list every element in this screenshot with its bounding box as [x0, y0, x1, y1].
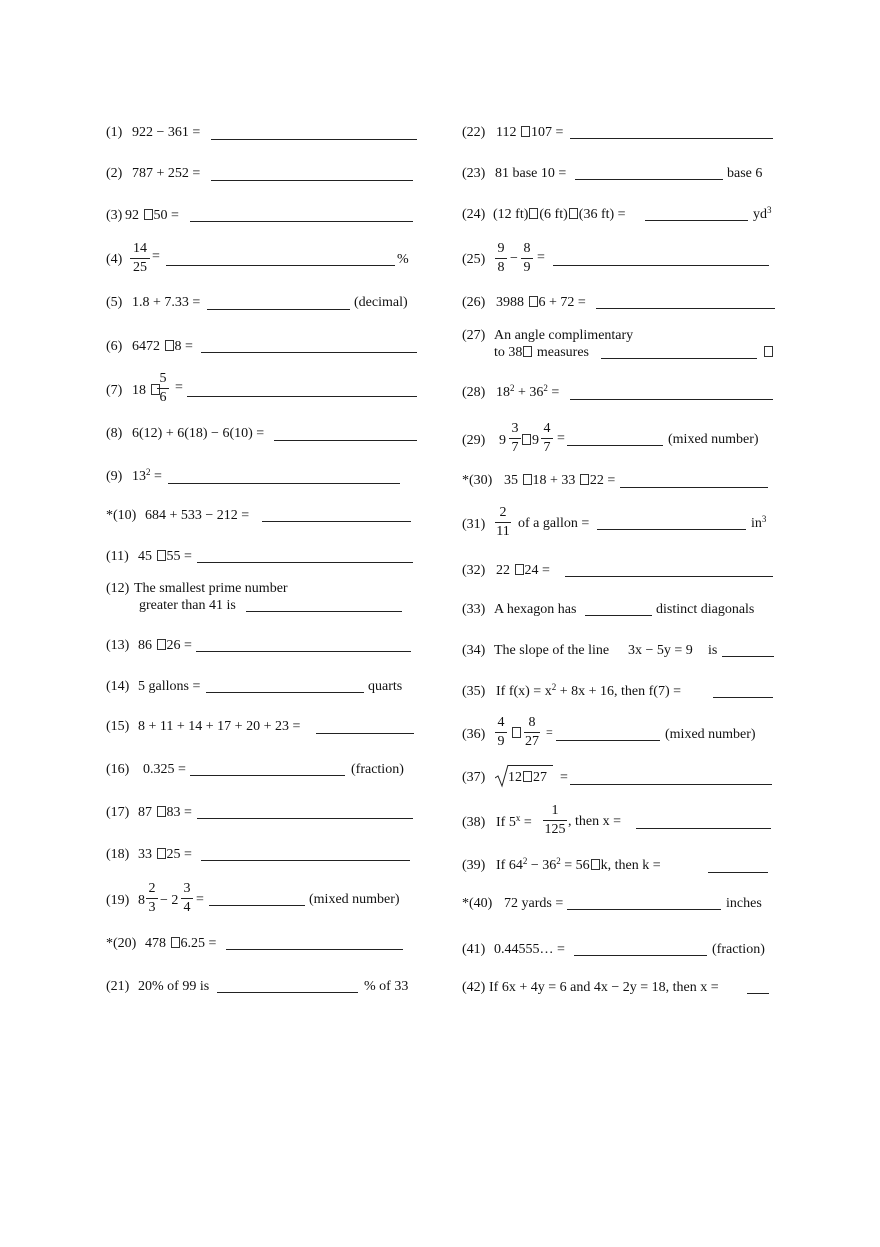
operator-text: − 2 [160, 893, 179, 908]
operator-box-icon [522, 434, 531, 445]
radical-bar [508, 765, 553, 766]
answer-blank-16[interactable] [190, 775, 345, 776]
fraction-4-7 [541, 421, 553, 456]
operand: If 5 [496, 815, 516, 830]
equals: = [546, 725, 553, 739]
problem-number: *(10) [106, 508, 137, 523]
answer-blank-31[interactable] [597, 529, 746, 530]
fraction-8-9 [521, 241, 533, 276]
answer-blank-27[interactable] [601, 358, 757, 359]
numerator: 3 [511, 421, 519, 436]
operator-box-icon [529, 296, 538, 307]
operator-box-icon [521, 126, 530, 137]
answer-blank-23[interactable] [575, 179, 723, 180]
fraction-14-25 [130, 241, 150, 276]
problem-number: (14) [106, 679, 130, 694]
whole-number: 8 [138, 893, 145, 908]
equals: = [152, 249, 160, 264]
problem-number: (9) [106, 469, 123, 484]
numerator: 8 [523, 241, 531, 256]
problem-expression: , then x = [568, 814, 621, 829]
operator-box-icon [144, 209, 153, 220]
numerator: 4 [543, 421, 551, 436]
problem-number: (32) [462, 563, 486, 578]
operator-box-icon [523, 474, 532, 485]
denominator: 8 [497, 260, 505, 275]
numerator: 2 [148, 881, 156, 896]
whole-number: 9 [499, 433, 506, 448]
equals-sign [557, 430, 565, 447]
problem-number: (35) [462, 684, 486, 699]
operand: 22 [496, 563, 510, 578]
answer-blank-1[interactable] [211, 139, 417, 140]
equals-sign [546, 724, 553, 741]
suffix: (mixed number) [309, 892, 400, 907]
answer-blank-25[interactable] [553, 265, 769, 266]
problem-expression: 1.8 + 7.33 = [132, 295, 201, 310]
problem-31-text [518, 515, 589, 532]
answer-blank-33[interactable] [585, 615, 652, 616]
problem-expression: 8 + 11 + 14 + 17 + 20 + 23 = [138, 719, 301, 734]
operand: 87 [138, 805, 152, 820]
fraction-3-4 [181, 881, 193, 916]
denominator: 9 [523, 260, 531, 275]
problem-number: (21) [106, 979, 130, 994]
problem-expression: A hexagon has [494, 602, 577, 617]
operand: 25 = [166, 847, 192, 862]
suffix: (fraction) [712, 942, 765, 957]
operand: 6 + 72 = [538, 295, 586, 310]
answer-blank-39[interactable] [708, 872, 768, 873]
operand: 12 [508, 770, 522, 785]
suffix: is [708, 643, 718, 658]
problem-number: (3) [106, 208, 123, 223]
operand: (12 ft) [493, 207, 529, 222]
operand: k, then k = [600, 858, 661, 873]
operand: 24 = [524, 563, 550, 578]
problem-number: *(20) [106, 936, 137, 951]
exponent: 3 [761, 514, 767, 524]
problem-expression: 20% of 99 is [138, 979, 210, 994]
operator-text: − [510, 251, 518, 266]
exponent: 2 [146, 467, 151, 477]
problem-expression: 0.325 = [143, 762, 186, 777]
operand: 35 [504, 473, 518, 488]
answer-blank-37[interactable] [570, 784, 772, 785]
problem-number: (39) [462, 858, 486, 873]
suffix: inches [726, 896, 762, 911]
operator-box-icon [157, 550, 166, 561]
problem-number: (1) [106, 125, 123, 140]
operand: (36 ft) = [578, 207, 626, 222]
exponent: 2 [522, 856, 528, 866]
problem-number: (26) [462, 295, 486, 310]
answer-blank-28[interactable] [570, 399, 773, 400]
operator-box-icon [515, 564, 524, 575]
answer-blank-34[interactable] [722, 656, 774, 657]
operator-box-icon [512, 727, 521, 738]
numerator: 4 [497, 715, 505, 730]
problem-number: (6) [106, 339, 123, 354]
denominator: 9 [497, 734, 505, 749]
suffix: in [751, 516, 762, 531]
operator [511, 725, 522, 742]
operator-box-icon [523, 771, 532, 782]
problem-text: An angle complimentary [494, 328, 634, 343]
problem-12-line2 [139, 597, 236, 614]
problem-number: *(40) [462, 896, 493, 911]
exponent: 3 [767, 205, 772, 215]
suffix-mixed-number [668, 431, 759, 448]
base: 36 [529, 385, 544, 400]
answer-blank-9[interactable] [168, 483, 400, 484]
problem-expression: of a gallon = [518, 516, 590, 531]
problem-number: (2) [106, 166, 123, 181]
operator [521, 432, 539, 449]
operand: 50 = [153, 208, 179, 223]
problem-number: (18) [106, 847, 130, 862]
suffix: % of 33 [364, 979, 409, 994]
answer-blank-30[interactable] [620, 487, 768, 488]
operator-box-icon [157, 806, 166, 817]
numerator: 9 [497, 241, 505, 256]
answer-blank-29[interactable] [567, 445, 663, 446]
answer-blank-21[interactable] [217, 992, 358, 993]
equals: = [175, 380, 183, 395]
answer-blank-10[interactable] [262, 521, 411, 522]
problem-number: *(30) [462, 473, 493, 488]
fraction-3-7 [509, 421, 521, 456]
problem-text: measures [536, 345, 589, 360]
problem-number: (16) [106, 762, 130, 777]
problem-number: (36) [462, 727, 486, 742]
answer-blank-38[interactable] [636, 828, 771, 829]
problem-expression: The slope of the line [494, 643, 610, 658]
operand: 478 [145, 936, 166, 951]
problem-expression: 5 gallons = [138, 679, 201, 694]
denominator: 6 [159, 390, 167, 405]
answer-blank-32[interactable] [565, 576, 773, 577]
suffix: distinct diagonals [656, 602, 755, 617]
problem-38-tail [568, 813, 621, 830]
operator [510, 250, 518, 267]
suffix: (decimal) [354, 295, 408, 310]
operator-box-icon [157, 848, 166, 859]
operand: + 8x + 16, then f(7) = [559, 684, 681, 699]
problem-27-line2 [494, 344, 589, 361]
answer-blank-6[interactable] [201, 352, 417, 353]
numerator: 5 [159, 371, 167, 386]
operator-box-icon [165, 340, 174, 351]
operand: (6 ft) [539, 207, 568, 222]
problem-text: The smallest prime number [134, 581, 288, 596]
suffix: base 6 [727, 166, 763, 181]
exponent: x [515, 813, 521, 823]
denominator: 4 [183, 900, 191, 915]
operand: 112 [496, 125, 517, 140]
numerator: 1 [551, 803, 559, 818]
operand: 33 [138, 847, 152, 862]
fraction-8-27 [524, 715, 540, 750]
problem-number: (27) [462, 328, 486, 343]
problem-expression: If 6x + 4y = 6 and 4x − 2y = 18, then x = [489, 980, 719, 995]
suffix: yd [753, 207, 767, 222]
operator [160, 892, 178, 909]
answer-blank-22[interactable] [570, 138, 773, 139]
whole-number: 9 [532, 433, 539, 448]
operand: 45 [138, 549, 152, 564]
equals: = [196, 892, 204, 907]
suffix-mixed-number [665, 726, 756, 743]
exponent: 2 [556, 856, 561, 866]
problem-expression: 6(12) + 6(18) − 6(10) = [132, 426, 265, 441]
problem-text: greater than 41 is [139, 598, 236, 613]
answer-blank-26[interactable] [596, 308, 775, 309]
answer-blank-14[interactable] [206, 692, 364, 693]
suffix: % [397, 252, 409, 267]
problem-number: (29) [462, 433, 486, 448]
answer-blank-3[interactable] [190, 221, 413, 222]
problem-number: (33) [462, 602, 486, 617]
exponent: 2 [510, 383, 515, 393]
answer-blank-17[interactable] [197, 818, 413, 819]
numerator: 3 [183, 881, 191, 896]
operand: If f(x) = x [496, 684, 552, 699]
problem-number: (4) [106, 252, 123, 267]
operand: − 36 [530, 858, 557, 873]
answer-blank-42[interactable] [747, 993, 769, 994]
equals: = [560, 770, 568, 785]
percent-sign [397, 251, 409, 268]
base: 18 [496, 385, 510, 400]
numerator: 14 [133, 241, 147, 256]
operator-box-icon [529, 208, 538, 219]
fraction-4-9 [495, 715, 507, 750]
operand: 6472 [132, 339, 160, 354]
denominator: 11 [496, 524, 510, 539]
operator-box-icon [157, 639, 166, 650]
answer-blank-13[interactable] [196, 651, 411, 652]
operand: 18 + 33 [532, 473, 576, 488]
operand: 83 = [166, 805, 192, 820]
problem-number: (34) [462, 643, 486, 658]
problem-number: (13) [106, 638, 130, 653]
suffix-mixed-number [309, 891, 400, 908]
suffix: quarts [368, 679, 403, 694]
exponent: 2 [543, 383, 548, 393]
operand: 18 [132, 383, 146, 398]
problem-number: (23) [462, 166, 486, 181]
denominator: 25 [133, 260, 147, 275]
degree-unit-box-icon [763, 344, 774, 361]
fraction-9-8 [495, 241, 507, 276]
operator-box-icon [591, 859, 600, 870]
problem-text: to 38 [494, 345, 523, 360]
problem-expression: 81 base 10 = [495, 166, 567, 181]
answer-blank-24[interactable] [645, 220, 748, 221]
problem-number: (17) [106, 805, 130, 820]
problem-number: (38) [462, 815, 486, 830]
operand: 107 = [530, 125, 564, 140]
operand: 27 [533, 770, 547, 785]
degree-box-icon [523, 346, 532, 357]
equals-sign [152, 248, 160, 265]
exponent: 2 [551, 682, 557, 692]
equals: = [551, 385, 560, 400]
problem-number: (19) [106, 893, 130, 908]
fraction-1-125 [543, 803, 567, 838]
box-icon [764, 346, 773, 357]
equals-sign [196, 891, 204, 908]
operand: 86 [138, 638, 152, 653]
suffix: (mixed number) [668, 432, 759, 447]
suffix-cubic-inches [751, 515, 766, 532]
answer-blank-20[interactable] [226, 949, 403, 950]
problem-number: (5) [106, 295, 123, 310]
problem-number: (8) [106, 426, 123, 441]
answer-blank-5[interactable] [207, 309, 350, 310]
problem-number: (37) [462, 770, 486, 785]
answer-blank-36[interactable] [556, 740, 660, 741]
answer-blank-12[interactable] [246, 611, 402, 612]
denominator: 7 [543, 440, 551, 455]
denominator: 125 [544, 822, 566, 837]
suffix: (fraction) [351, 762, 404, 777]
operand: 92 [125, 208, 139, 223]
problem-number: (22) [462, 125, 486, 140]
radicand [508, 769, 547, 786]
problem-expression: 0.44555… = [494, 942, 565, 957]
operator-box-icon [171, 937, 180, 948]
equation: 3x − 5y = 9 [628, 643, 693, 658]
answer-blank-8[interactable] [274, 440, 417, 441]
problem-number: (41) [462, 942, 486, 957]
problem-expression: 684 + 533 − 212 = [145, 508, 250, 523]
operand: If 64 [496, 858, 523, 873]
problem-number: (42) [462, 980, 486, 995]
problem-expression: 72 yards = [504, 896, 564, 911]
operand: 22 = [589, 473, 616, 488]
problem-number: (12) [106, 581, 130, 596]
denominator: 7 [511, 440, 519, 455]
denominator: 27 [525, 734, 539, 749]
answer-blank-19[interactable] [209, 905, 305, 906]
fraction-5-6 [157, 371, 169, 406]
fraction-2-11 [495, 505, 511, 540]
operand: 8 = [174, 339, 193, 354]
equals: = [557, 431, 565, 446]
problem-number: (25) [462, 252, 486, 267]
answer-blank-35[interactable] [713, 697, 773, 698]
operand: = 56 [564, 858, 590, 873]
problem-number: (11) [106, 549, 129, 564]
problem-number: (15) [106, 719, 130, 734]
numerator: 2 [499, 505, 507, 520]
operator-text: + [518, 385, 526, 400]
problem-number: (24) [462, 207, 486, 222]
equals-sign [560, 769, 568, 786]
answer-blank-11[interactable] [197, 562, 413, 563]
operand: 3988 [496, 295, 524, 310]
operand: 6.25 = [180, 936, 217, 951]
radical-sign-icon [495, 764, 509, 788]
denominator: 3 [148, 900, 156, 915]
operand: 55 = [166, 549, 192, 564]
equals-sign [537, 249, 545, 266]
equals: = [537, 250, 545, 265]
answer-blank-41[interactable] [574, 955, 707, 956]
answer-blank-40[interactable] [567, 909, 721, 910]
operator-box-icon [569, 208, 578, 219]
answer-blank-7[interactable] [187, 396, 417, 397]
problem-number: (28) [462, 385, 486, 400]
problem-number: (31) [462, 517, 486, 532]
answer-blank-18[interactable] [201, 860, 410, 861]
equals: = [154, 469, 162, 484]
equals-sign [175, 379, 183, 396]
answer-blank-4[interactable] [166, 265, 395, 266]
answer-blank-2[interactable] [211, 180, 413, 181]
problem-expression: 922 − 361 = [132, 125, 201, 140]
operand: 26 = [166, 638, 192, 653]
equals: = [523, 815, 532, 830]
base: 13 [132, 469, 146, 484]
answer-blank-15[interactable] [316, 733, 414, 734]
fraction-2-3 [146, 881, 158, 916]
problem-expression: 787 + 252 = [132, 166, 201, 181]
problem-number: (7) [106, 383, 123, 398]
suffix: (mixed number) [665, 727, 756, 742]
numerator: 8 [528, 715, 536, 730]
operator-box-icon [580, 474, 589, 485]
